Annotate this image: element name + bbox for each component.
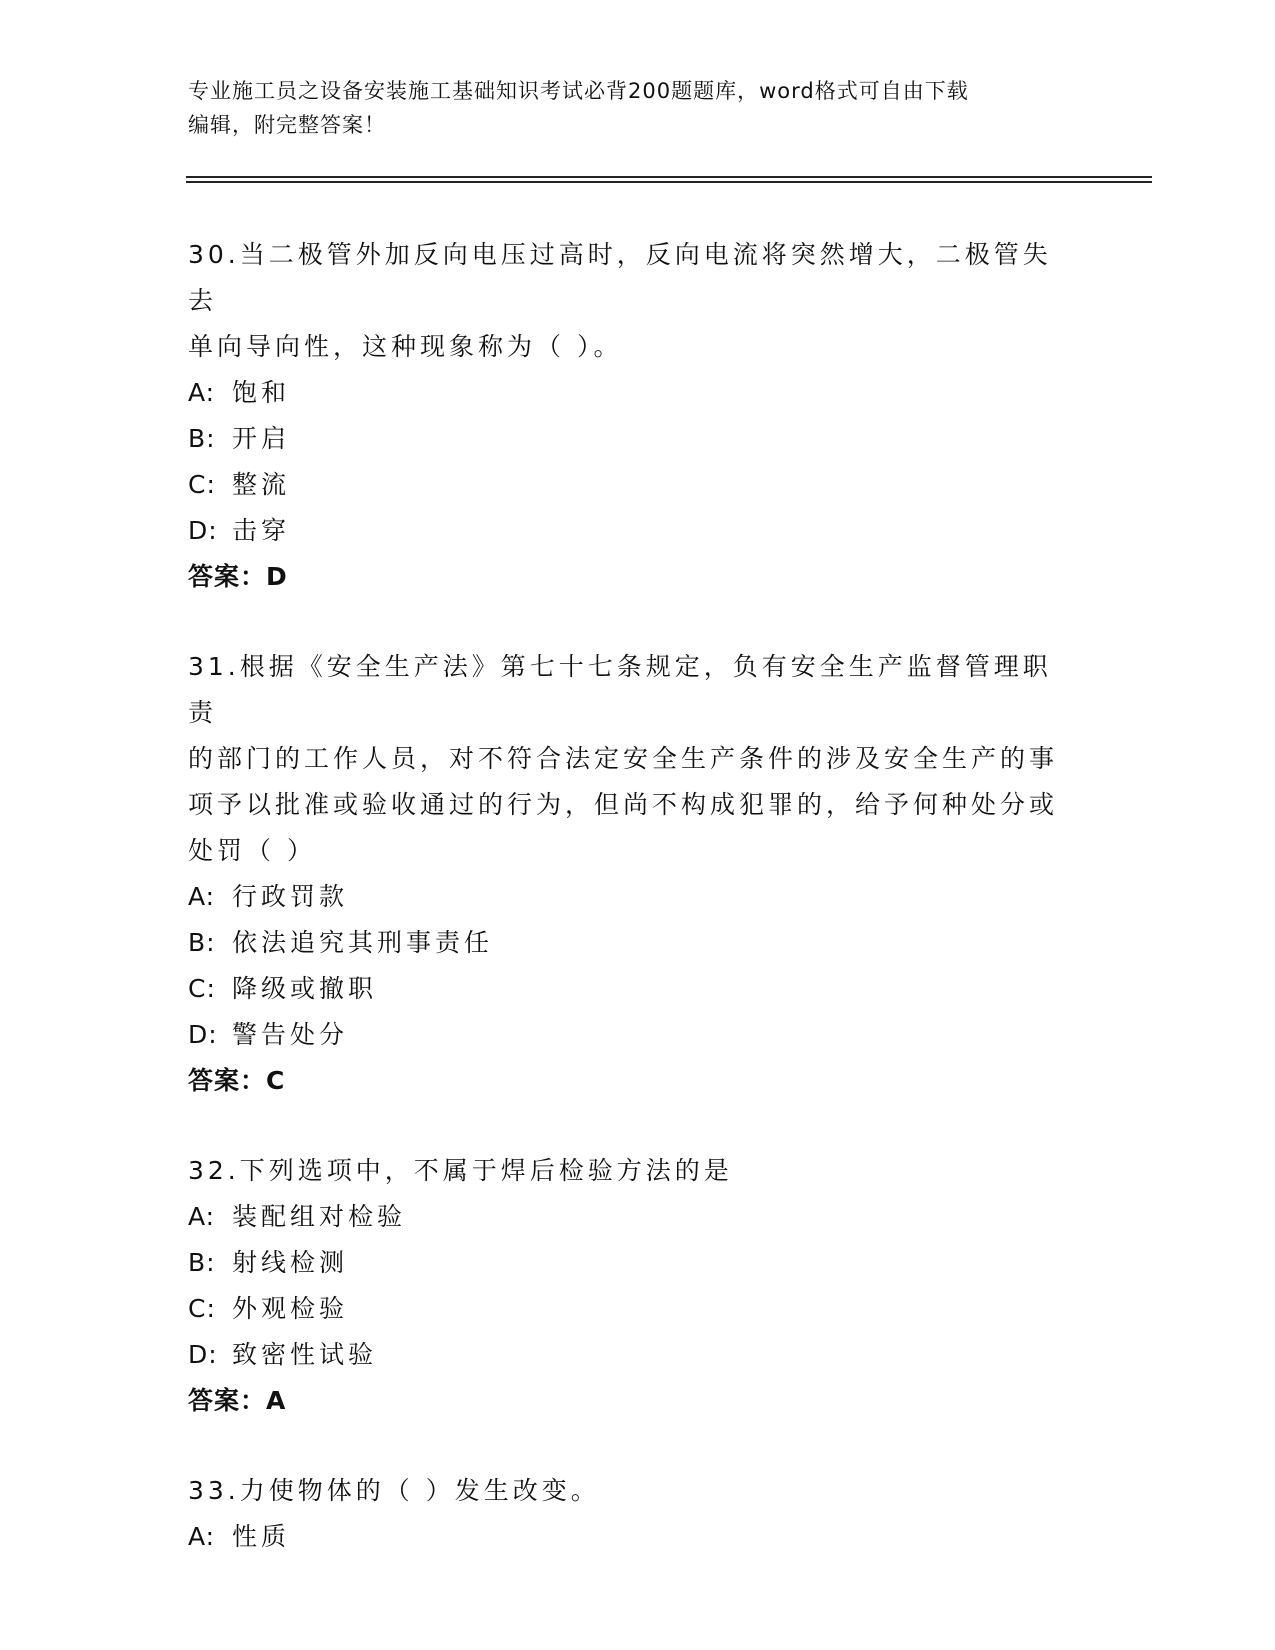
option-letter: A:	[188, 1522, 216, 1551]
option-text: 致密性试验	[232, 1340, 378, 1369]
option-text: 降级或撤职	[232, 974, 378, 1003]
option-a	[188, 1514, 1078, 1560]
option-b	[188, 1240, 1078, 1286]
option-letter: D:	[188, 1020, 218, 1049]
question-text-line: 30.当二极管外加反向电压过高时，反向电流将突然增大，二极管失去	[188, 240, 1052, 315]
option-letter: C:	[188, 470, 216, 499]
option-letter: C:	[188, 1294, 216, 1323]
option-letter: B:	[188, 928, 216, 957]
option-letter: D:	[188, 1340, 218, 1369]
question-text-line: 的部门的工作人员，对不符合法定安全生产条件的涉及安全生产的事	[188, 744, 1059, 773]
header-divider-top	[186, 176, 1152, 178]
option-letter: A:	[188, 1202, 216, 1231]
option-a	[188, 1194, 1078, 1240]
option-text: 外观检验	[232, 1294, 349, 1323]
option-d	[188, 508, 1078, 554]
option-d	[188, 1012, 1078, 1058]
option-text: 击穿	[232, 516, 291, 545]
option-text: 开启	[232, 424, 291, 453]
document-header	[188, 74, 1068, 142]
option-letter: A:	[188, 378, 216, 407]
option-d	[188, 1332, 1078, 1378]
question-33	[188, 1468, 1078, 1560]
option-b	[188, 416, 1078, 462]
question-text-line: 33.力使物体的（ ）发生改变。	[188, 1476, 600, 1505]
option-text: 警告处分	[232, 1020, 349, 1049]
option-text: 饱和	[232, 378, 291, 407]
question-30	[188, 232, 1078, 600]
question-text-line: 31.根据《安全生产法》第七十七条规定，负有安全生产监督管理职责	[188, 652, 1052, 727]
option-c	[188, 462, 1078, 508]
question-text-line: 处罚（ ）	[188, 836, 316, 865]
option-letter: C:	[188, 974, 216, 1003]
question-list	[188, 232, 1078, 1604]
header-line-2: 编辑，附完整答案！	[188, 113, 386, 137]
answer-label: 答案：A	[188, 1386, 287, 1415]
option-text: 性质	[232, 1522, 291, 1551]
option-b	[188, 920, 1078, 966]
option-letter: D:	[188, 516, 218, 545]
option-c	[188, 1286, 1078, 1332]
header-divider-bottom	[186, 181, 1152, 183]
question-32	[188, 1148, 1078, 1424]
option-text: 装配组对检验	[232, 1202, 407, 1231]
option-text: 整流	[232, 470, 291, 499]
option-text: 行政罚款	[232, 882, 349, 911]
option-a	[188, 874, 1078, 920]
option-letter: B:	[188, 1248, 216, 1277]
option-a	[188, 370, 1078, 416]
header-line-1: 专业施工员之设备安装施工基础知识考试必背200题题库，word格式可自由下载	[188, 79, 969, 103]
question-text-line: 单向导向性，这种现象称为（ ）。	[188, 332, 623, 361]
option-c	[188, 966, 1078, 1012]
option-letter: B:	[188, 424, 216, 453]
question-31	[188, 644, 1078, 1104]
answer-label: 答案：C	[188, 1066, 286, 1095]
option-letter: A:	[188, 882, 216, 911]
question-text-line: 项予以批准或验收通过的行为，但尚不构成犯罪的，给予何种处分或	[188, 790, 1059, 819]
answer-label: 答案：D	[188, 562, 288, 591]
option-text: 射线检测	[232, 1248, 349, 1277]
question-text-line: 32.下列选项中，不属于焊后检验方法的是	[188, 1156, 733, 1185]
option-text: 依法追究其刑事责任	[232, 928, 494, 957]
